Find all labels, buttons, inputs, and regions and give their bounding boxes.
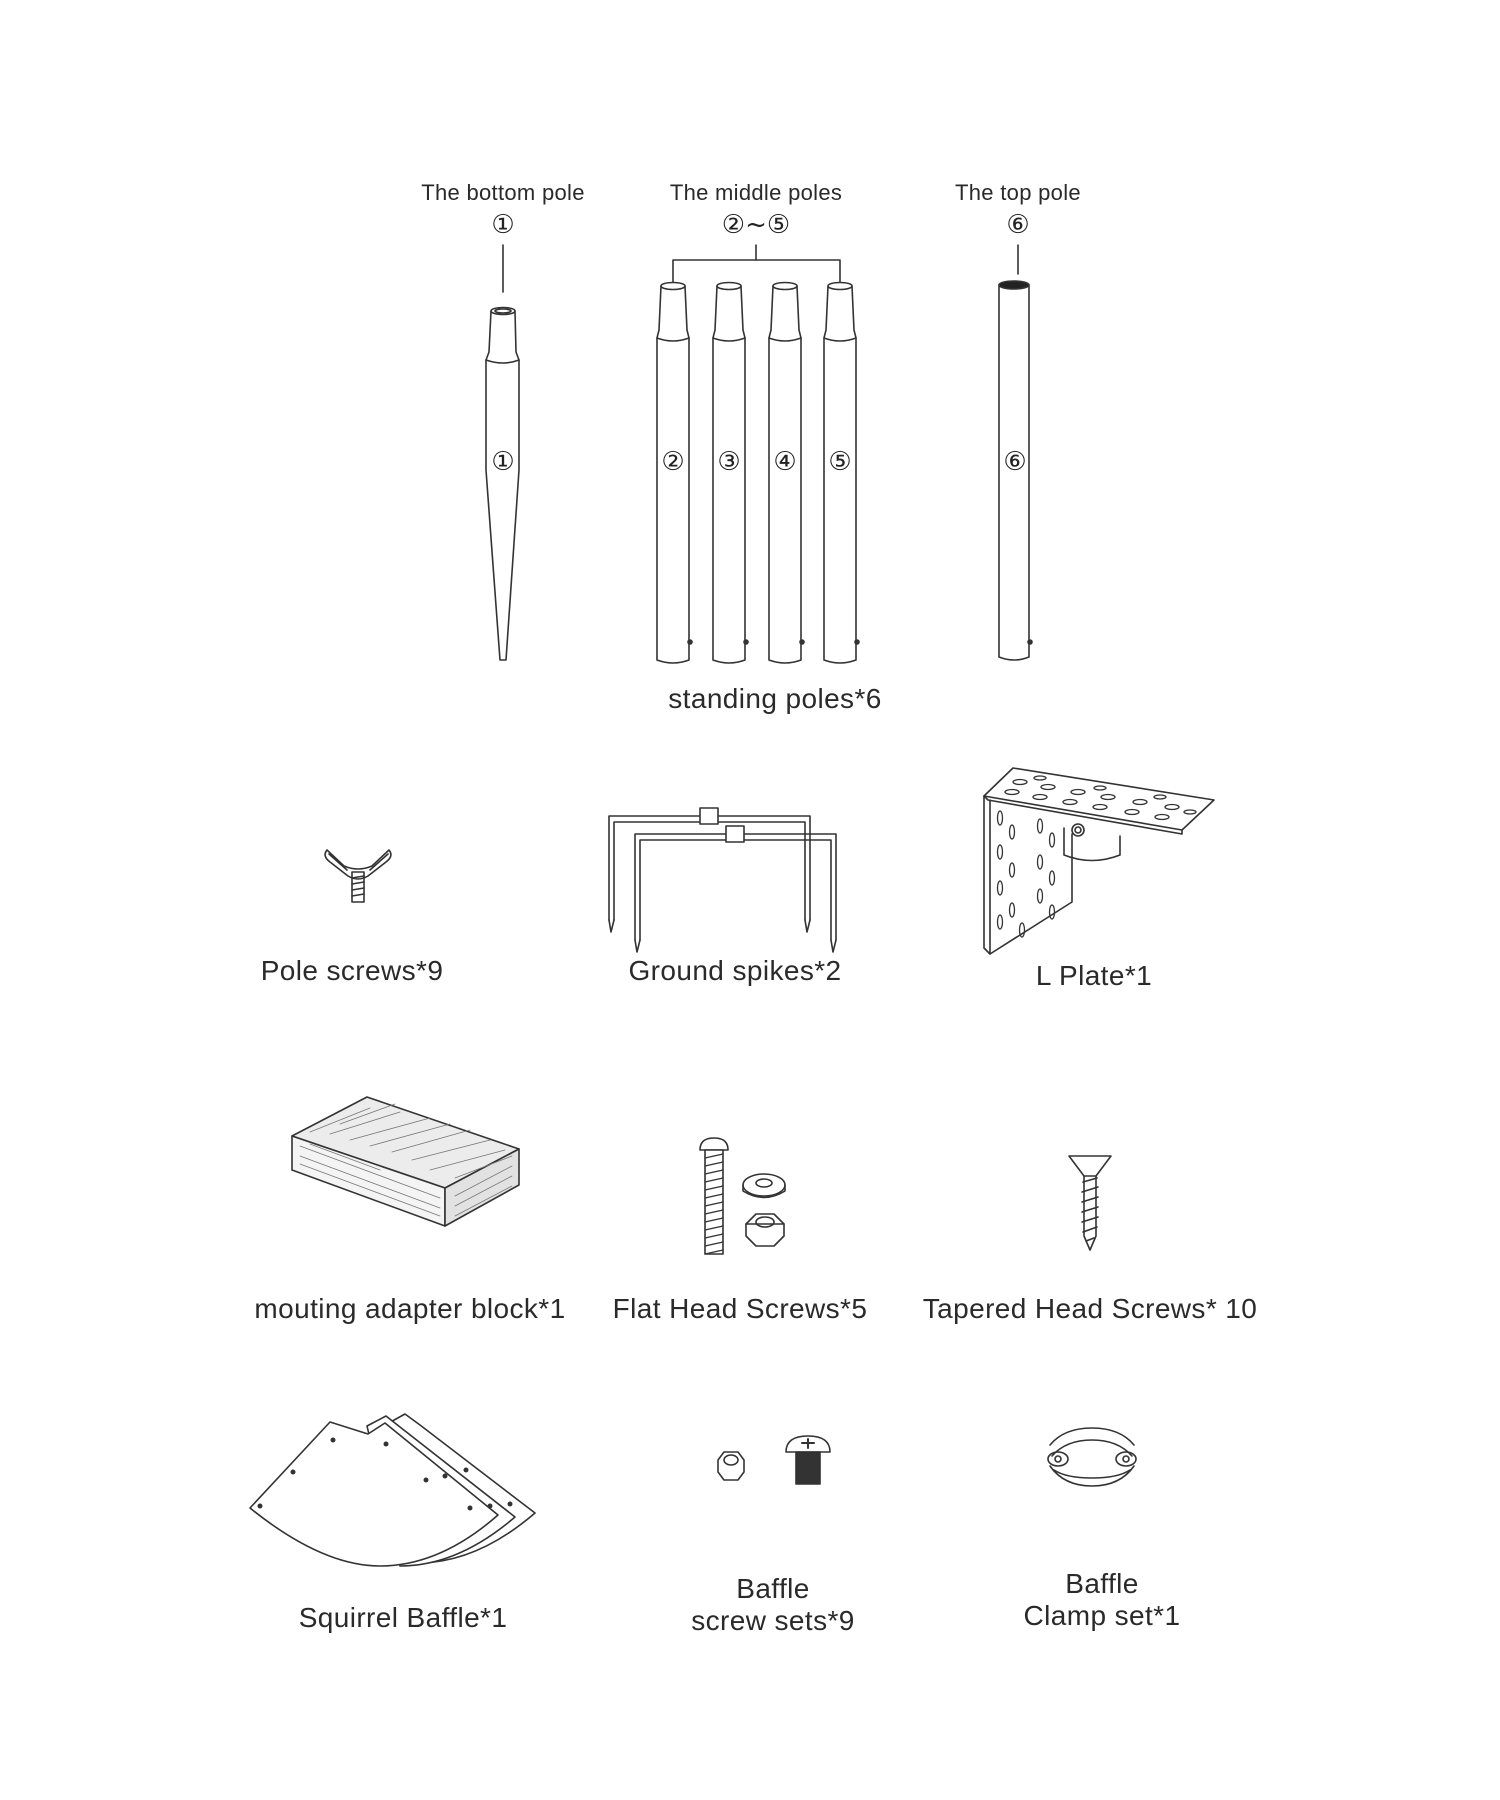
flat-head-screws-drawing: [700, 1138, 785, 1254]
baffle-screw-line2: screw sets*9: [691, 1605, 855, 1637]
squirrel-baffle-drawing: [250, 1414, 535, 1566]
squirrel-baffle-label: Squirrel Baffle*1: [298, 1602, 508, 1633]
pole-number-2: ②: [661, 447, 685, 477]
baffle-clamp-set-label: [977, 1568, 1227, 1632]
baffle-screw-sets-label: [648, 1573, 898, 1637]
middle-poles-number: ②~⑤: [721, 210, 791, 240]
adapter-block-label: mouting adapter block*1: [254, 1293, 566, 1324]
pole-screws-label: Pole screws*9: [260, 955, 444, 986]
pole-number-5: ⑤: [828, 447, 852, 477]
bottom-pole-label: The bottom pole: [421, 180, 585, 205]
tapered-head-screw-drawing: [1069, 1156, 1111, 1250]
top-pole-label: The top pole: [955, 180, 1081, 205]
baffle-clamp-line2: Clamp set*1: [1023, 1600, 1181, 1632]
middle-poles-bracket: [673, 245, 840, 282]
pole-number-1: ①: [491, 447, 515, 477]
baffle-clamp-drawing: [1048, 1428, 1136, 1486]
adapter-block-drawing: [292, 1097, 519, 1226]
flat-head-screws-label: Flat Head Screws*5: [612, 1293, 868, 1324]
pole-number-4: ④: [773, 447, 797, 477]
tapered-head-screws-label: Tapered Head Screws* 10: [922, 1293, 1258, 1324]
standing-poles-caption: standing poles*6: [668, 683, 882, 714]
bottom-pole-drawing: [486, 308, 519, 661]
baffle-screw-line1: Baffle: [736, 1573, 810, 1604]
ground-spikes-drawing: [609, 808, 836, 952]
pole-screw-drawing: [325, 850, 391, 902]
l-plate-label: L Plate*1: [1035, 960, 1153, 991]
pole-number-3: ③: [717, 447, 741, 477]
baffle-screw-set-drawing: [718, 1436, 830, 1484]
bottom-pole-number: ①: [491, 210, 515, 240]
top-pole-number: ⑥: [1006, 210, 1030, 240]
baffle-clamp-line1: Baffle: [1065, 1568, 1139, 1599]
l-plate-drawing: [984, 768, 1214, 954]
ground-spikes-label: Ground spikes*2: [628, 955, 842, 986]
middle-poles-label: The middle poles: [669, 180, 843, 205]
pole-number-6: ⑥: [1003, 447, 1027, 477]
